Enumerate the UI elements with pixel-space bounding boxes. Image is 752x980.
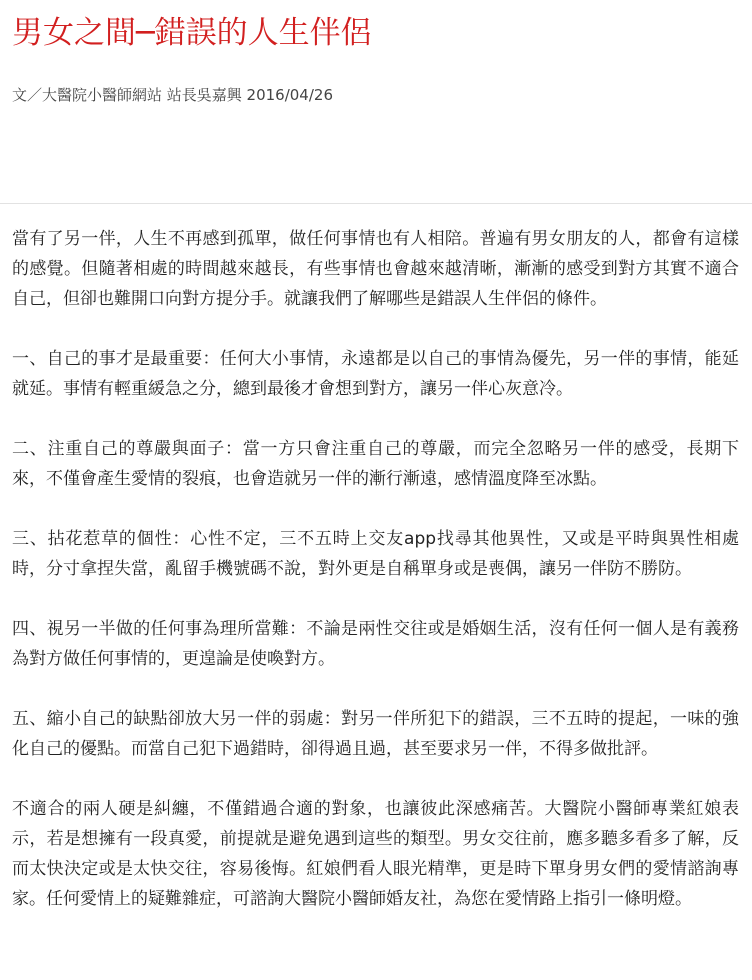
- point-3-paragraph: 三、拈花惹草的個性：心性不定，三不五時上交友app找尋其他異性，又或是平時與異性相處時，分寸拿捏失當，亂留手機號碼不說，對外更是自稱單身或是喪偶，讓另一伴防不勝防。: [12, 529, 739, 579]
- intro-paragraph: 當有了另一伴，人生不再感到孤單，做任何事情也有人相陪。普遍有男女朋友的人，都會有這樣的感覺。但隨著相處的時間越來越長，有些事情也會越來越清晰，漸漸的感受到對方其實不適合自己，但卻也難開口向對方提分手。就讓我們了解哪些是錯誤人生伴侶的條件。: [12, 229, 739, 309]
- point-1-paragraph: 一、自己的事才是最重要：任何大小事情，永遠都是以自己的事情為優先，另一伴的事情，能延就延。事情有輕重緩急之分，總到最後才會想到對方，讓另一伴心灰意冷。: [12, 349, 739, 399]
- point-4-paragraph: 四、視另一半做的任何事為理所當難：不論是兩性交往或是婚姻生活，沒有任何一個人是有義務為對方做任何事情的，更遑論是使喚對方。: [12, 619, 739, 669]
- point-2-paragraph: 二、注重自己的尊嚴與面子：當一方只會注重自己的尊嚴，而完全忽略另一伴的感受，長期下來，不僅會產生愛情的裂痕，也會造就另一伴的漸行漸遠，感情溫度降至冰點。: [12, 439, 739, 489]
- article-body: [12, 224, 739, 914]
- header-divider: [0, 203, 752, 204]
- article-byline: 文／大醫院小醫師網站 站長吳嘉興 2016/04/26: [12, 86, 333, 104]
- conclusion-paragraph: 不適合的兩人硬是糾纏，不僅錯過合適的對象，也讓彼此深感痛苦。大醫院小醫師專業紅娘表示，若是想擁有一段真愛，前提就是避免遇到這些的類型。男女交往前，應多聽多看多了解，反而太快決定或是太快交往，容易後悔。紅娘們看人眼光精準，更是時下單身男女們的愛情諮詢專家。任何愛情上的疑難雜症，可諮詢大醫院小醫師婚友社，為您在愛情路上指引一條明燈。: [12, 799, 739, 909]
- point-5-paragraph: 五、縮小自己的缺點卻放大另一伴的弱處：對另一伴所犯下的錯誤，三不五時的提起，一味的強化自己的優點。而當自己犯下過錯時，卻得過且過，甚至要求另一伴，不得多做批評。: [12, 709, 739, 759]
- article-title: 男女之間─錯誤的人生伴侶: [12, 15, 372, 51]
